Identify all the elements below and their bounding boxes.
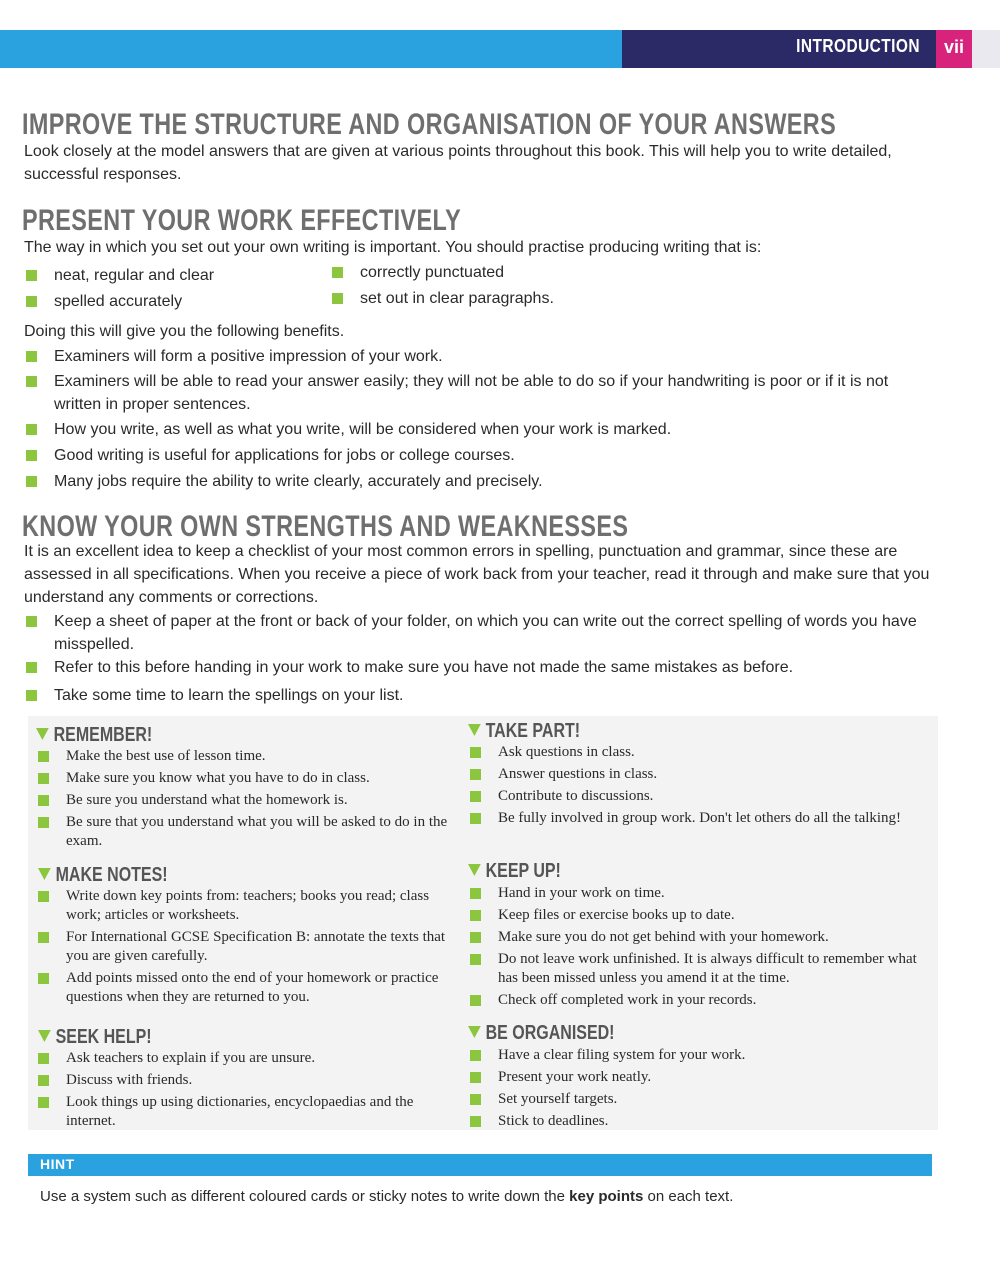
list-item: Keep a sheet of paper at the front or back of your folder, on which you can write out the correct spelling of words you have misspelled. [26, 610, 921, 656]
bullet-icon [38, 795, 49, 806]
bullet-icon [26, 450, 37, 461]
bullet-icon [38, 973, 49, 984]
bullet-icon [38, 1053, 49, 1064]
bullet-icon [26, 351, 37, 362]
bullet-icon [38, 1075, 49, 1086]
triangle-down-icon [38, 868, 51, 880]
bullet-icon [470, 1116, 481, 1127]
triangle-down-icon [468, 1026, 481, 1038]
list-item: Have a clear filing system for your work. [470, 1046, 910, 1065]
list-item: Be sure that you understand what you will be asked to do in the exam. [38, 813, 450, 851]
header-tail [972, 30, 1000, 68]
list-item: correctly punctuated [332, 261, 504, 284]
paragraph-present-intro: The way in which you set out your own writing is important. You should practise producing writing that is: [24, 239, 762, 256]
heading-strengths: KNOW YOUR OWN STRENGTHS AND WEAKNESSES [22, 510, 629, 543]
list-item: Examiners will form a positive impression of your work. [26, 345, 926, 368]
list-item: Add points missed onto the end of your homework or practice questions when they are returned to you. [38, 969, 450, 1007]
list-item: How you write, as well as what you write, will be considered when your work is marked. [26, 418, 926, 441]
list-item: For International GCSE Specification B: annotate the texts that you are given carefully. [38, 928, 450, 966]
bullet-icon [470, 1094, 481, 1105]
box-heading-make-notes: MAKE NOTES! [38, 864, 168, 886]
section-title: INTRODUCTION [796, 36, 920, 56]
bullet-icon [470, 769, 481, 780]
list-item: Refer to this before handing in your work to make sure you have not made the same mistakes as before. [26, 656, 921, 679]
list-item: Discuss with friends. [38, 1071, 450, 1090]
list-item: Be sure you understand what the homework is. [38, 791, 450, 810]
box-heading-remember: REMEMBER! [36, 724, 152, 746]
paragraph-strengths: It is an excellent idea to keep a checklist of your most common errors in spelling, punctuation and grammar, since these are assessed in all specifications. When you receive a piece of work back from your teacher, read it through and make sure that you understand any comments or corrections. [24, 543, 930, 606]
bullet-icon [38, 773, 49, 784]
list-item: spelled accurately [26, 290, 182, 313]
page-number: vii [936, 30, 972, 68]
bullet-icon [26, 690, 37, 701]
triangle-down-icon [38, 1030, 51, 1042]
bullet-icon [470, 813, 481, 824]
list-item: Contribute to discussions. [470, 787, 910, 806]
list-item: Take some time to learn the spellings on your list. [26, 684, 921, 707]
bullet-icon [332, 267, 343, 278]
bullet-icon [470, 954, 481, 965]
bullet-icon [470, 932, 481, 943]
box-heading-take-part: TAKE PART! [468, 720, 580, 742]
list-item: Hand in your work on time. [470, 884, 920, 903]
heading-present-work: PRESENT YOUR WORK EFFECTIVELY [22, 204, 462, 237]
bullet-icon [38, 817, 49, 828]
list-item: Make sure you know what you have to do in class. [38, 769, 450, 788]
triangle-down-icon [468, 864, 481, 876]
list-item: Check off completed work in your records. [470, 991, 920, 1010]
bullet-icon [26, 662, 37, 673]
list-item: Good writing is useful for applications for jobs or college courses. [26, 444, 926, 467]
heading-structure: IMPROVE THE STRUCTURE AND ORGANISATION OF YOUR ANSWERS [22, 108, 837, 141]
list-item: Many jobs require the ability to write clearly, accurately and precisely. [26, 470, 926, 493]
triangle-down-icon [468, 724, 481, 736]
list-item: Write down key points from: teachers; books you read; class work; articles or worksheets. [38, 887, 450, 925]
header-bar [0, 30, 1000, 68]
paragraph-benefits-intro: Doing this will give you the following benefits. [24, 323, 345, 340]
bullet-icon [470, 747, 481, 758]
bullet-icon [470, 888, 481, 899]
list-item: Keep files or exercise books up to date. [470, 906, 920, 925]
hint-text: Use a system such as different coloured cards or sticky notes to write down the key points on each text. [40, 1188, 734, 1205]
bullet-icon [26, 476, 37, 487]
box-heading-keep-up: KEEP UP! [468, 860, 561, 882]
bullet-icon [38, 932, 49, 943]
list-item: Make the best use of lesson time. [38, 747, 450, 766]
bullet-icon [26, 270, 37, 281]
list-item: set out in clear paragraphs. [332, 287, 554, 310]
bullet-icon [38, 751, 49, 762]
section-banner [622, 30, 936, 68]
bullet-icon [26, 616, 37, 627]
box-heading-seek-help: SEEK HELP! [38, 1026, 152, 1048]
list-item: Set yourself targets. [470, 1090, 910, 1109]
hint-label: HINT [40, 1156, 75, 1172]
list-item: Make sure you do not get behind with your homework. [470, 928, 920, 947]
list-item: Answer questions in class. [470, 765, 910, 784]
bullet-icon [470, 1072, 481, 1083]
paragraph-structure: Look closely at the model answers that are given at various points throughout this book. This will help you to write detailed, successful responses. [24, 143, 892, 183]
list-item: Look things up using dictionaries, encyclopaedias and the internet. [38, 1093, 450, 1131]
bullet-icon [470, 995, 481, 1006]
triangle-down-icon [36, 728, 49, 740]
bullet-icon [26, 296, 37, 307]
bullet-icon [470, 910, 481, 921]
bullet-icon [470, 791, 481, 802]
list-item: Be fully involved in group work. Don't let others do all the talking! [470, 809, 910, 828]
bullet-icon [38, 891, 49, 902]
list-item: Ask teachers to explain if you are unsure. [38, 1049, 450, 1068]
list-item: neat, regular and clear [26, 264, 214, 287]
list-item: Stick to deadlines. [470, 1112, 910, 1131]
list-item: Do not leave work unfinished. It is always difficult to remember what has been missed unless you amend it at the time. [470, 950, 920, 988]
bullet-icon [470, 1050, 481, 1061]
box-heading-be-organised: BE ORGANISED! [468, 1022, 615, 1044]
bullet-icon [26, 424, 37, 435]
list-item: Examiners will be able to read your answer easily; they will not be able to do so if your handwriting is poor or if it is not written in proper sentences. [26, 370, 926, 416]
hint-bar [28, 1154, 932, 1176]
bullet-icon [26, 376, 37, 387]
list-item: Ask questions in class. [470, 743, 910, 762]
bullet-icon [38, 1097, 49, 1108]
list-item: Present your work neatly. [470, 1068, 910, 1087]
bullet-icon [332, 293, 343, 304]
